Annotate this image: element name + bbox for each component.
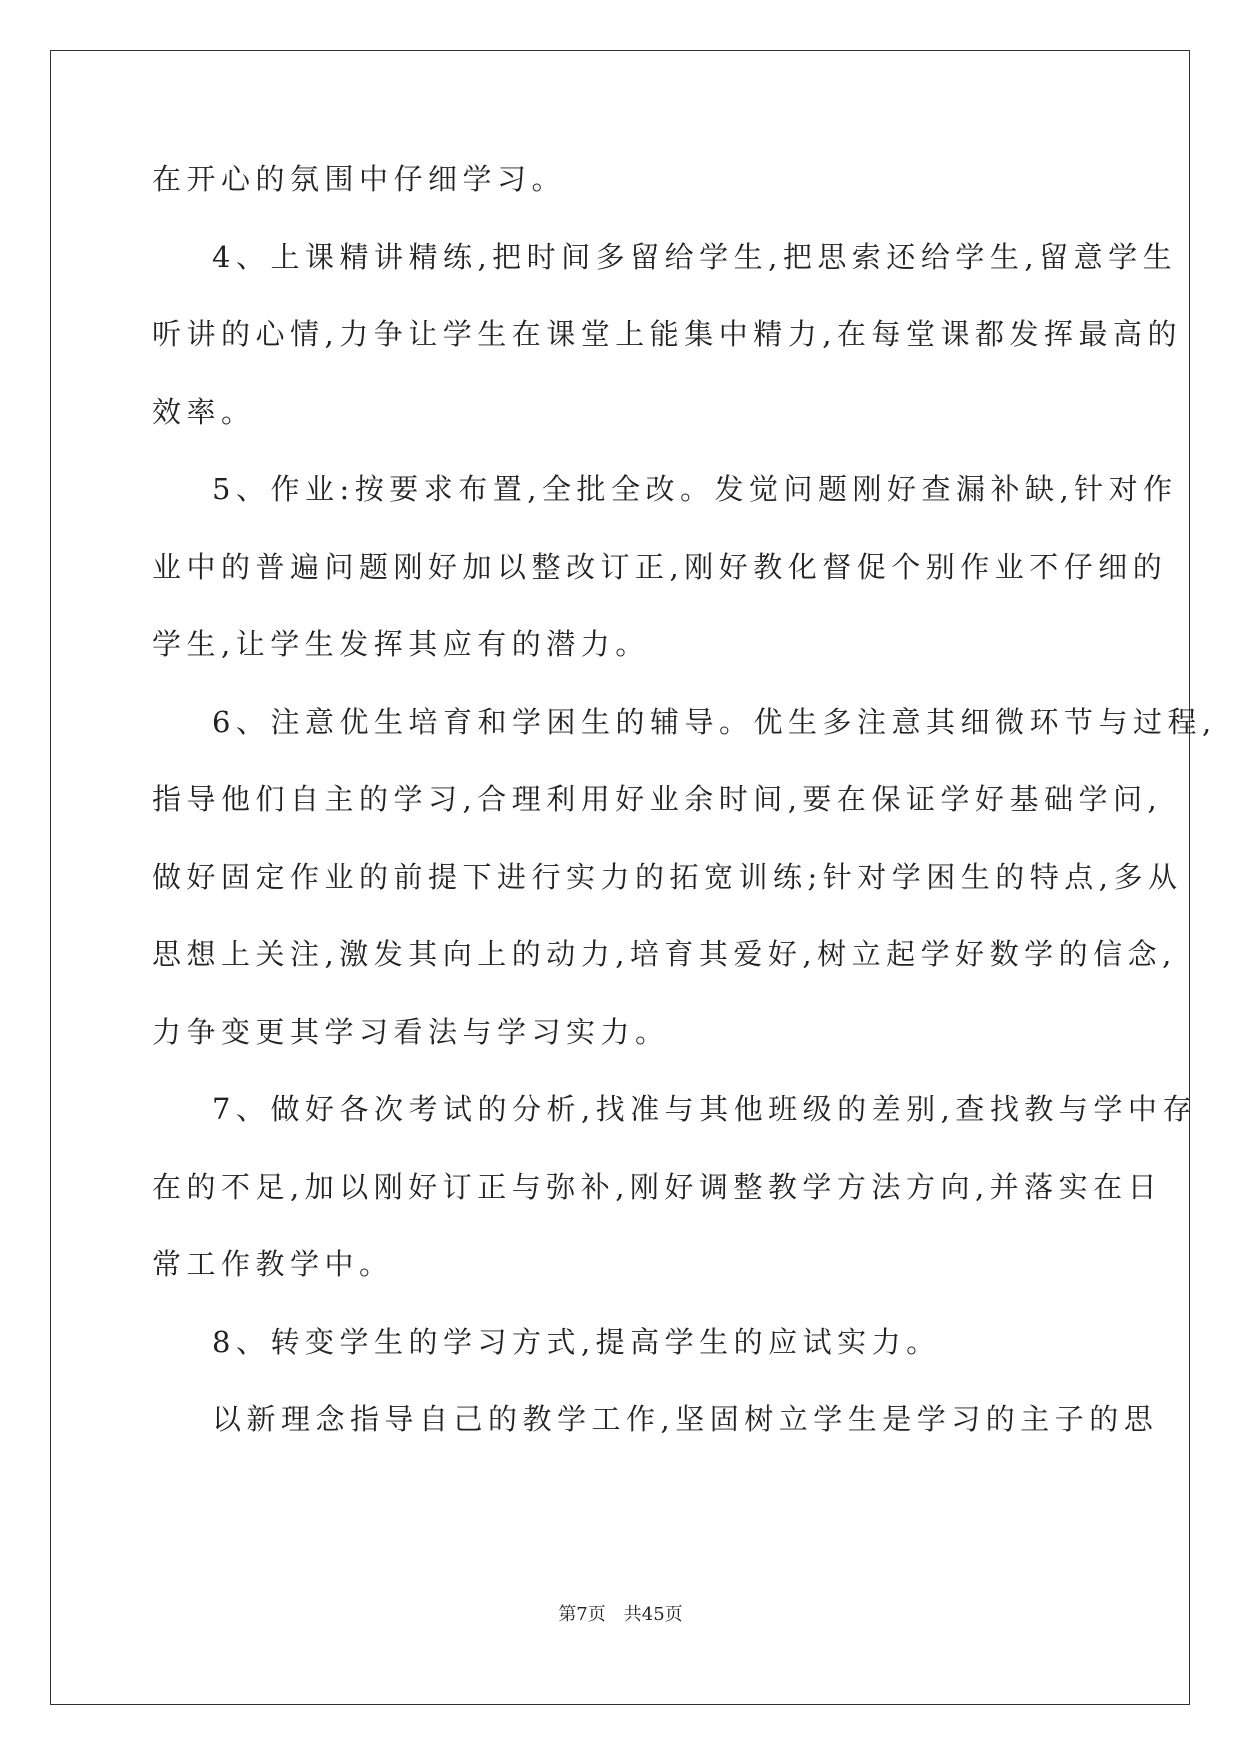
text-line: 常工作教学中。 (152, 1247, 394, 1281)
text-line: 业中的普遍问题刚好加以整改订正,刚好教化督促个别作业不仔细的 (152, 549, 1168, 584)
text-line: 4、上课精讲精练,把时间多留给学生,把思索还给学生,留意学生 (212, 239, 1178, 274)
text-line: 指导他们自主的学习,合理利用好业余时间,要在保证学好基础学问, (152, 782, 1163, 816)
text-line: 学生,让学生发挥其应有的潜力。 (152, 627, 650, 661)
text-line: 以新理念指导自己的教学工作,坚固树立学生是学习的主子的思 (212, 1402, 1159, 1436)
text-line: 效率。 (152, 394, 256, 429)
page-number-footer: 第7页 共45页 (558, 1604, 683, 1625)
text-line: 在的不足,加以刚好订正与弥补,刚好调整教学方法方向,并落实在日 (152, 1169, 1163, 1204)
text-line: 5、作业:按要求布置,全批全改。发觉问题刚好查漏补缺,针对作 (212, 472, 1178, 506)
text-line: 7、做好各次考试的分析,找准与其他班级的差别,查找教与学中存 (212, 1092, 1197, 1126)
text-line: 6、注意优生培育和学困生的辅导。优生多注意其细微环节与过程, (212, 704, 1217, 739)
text-line: 在开心的氛围中仔细学习。 (152, 162, 567, 196)
text-line: 做好固定作业的前提下进行实力的拓宽训练;针对学困生的特点,多从 (152, 859, 1183, 894)
document-body (152, 160, 1217, 1478)
text-line: 思想上关注,激发其向上的动力,培育其爱好,树立起学好数学的信念, (152, 937, 1177, 971)
text-line: 力争变更其学习看法与学习实力。 (152, 1014, 670, 1049)
text-line: 8、转变学生的学习方式,提高学生的应试实力。 (212, 1324, 941, 1359)
text-line: 听讲的心情,力争让学生在课堂上能集中精力,在每堂课都发挥最高的 (152, 317, 1182, 351)
